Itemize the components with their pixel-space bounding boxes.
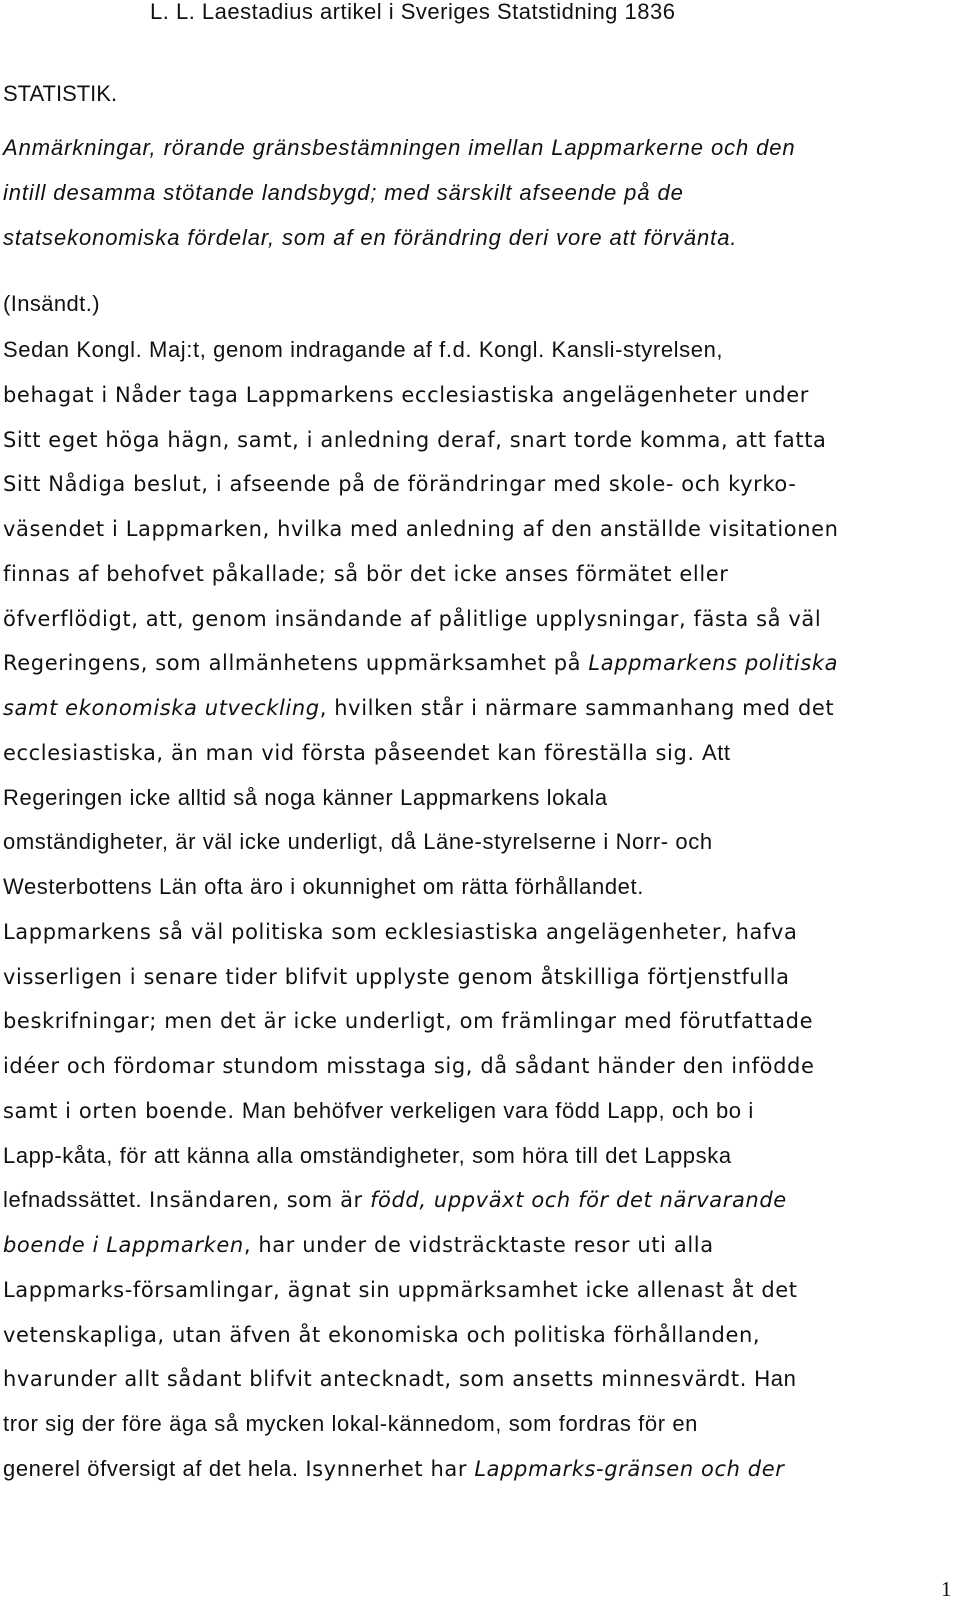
- body-text-segment: Man behöfver verkeligen vara född Lapp, och bo i: [241, 1098, 754, 1123]
- section-heading: STATISTIK.: [3, 81, 118, 106]
- body-text-segment: väsendet i Lappmarken, hvilka med anledning af den anställde visitationen: [3, 517, 839, 541]
- body-text-segment: född, uppväxt och för det närvarande: [370, 1188, 787, 1212]
- body-text-segment: Isynnerhet har: [305, 1457, 475, 1481]
- body-text-segment: behagat i Nåder taga Lappmarkens ecclesiastiska angelägenheter under: [3, 383, 809, 407]
- body-text-segment: Sitt Nådiga beslut, i afseende på de förändringar med skole- och kyrko-: [3, 472, 797, 496]
- body-line: [3, 1277, 798, 1303]
- body-line: [3, 829, 713, 855]
- body-line: [3, 1187, 787, 1213]
- body-text-segment: Insändaren, som är: [148, 1188, 371, 1212]
- body-line: [3, 382, 809, 408]
- body-line: [3, 1322, 760, 1348]
- body-text-segment: Regeringens, som allmänhetens uppmärksamhet på: [3, 651, 589, 675]
- body-line: [3, 516, 839, 542]
- body-line: [3, 606, 821, 632]
- body-text-segment: Lappmarkens så väl politiska som ecklesiastiska angelägenheter, hafva: [3, 920, 798, 944]
- body-text-segment: Lappmarkens politiska: [588, 651, 839, 675]
- body-line: [3, 695, 834, 721]
- body-line: [3, 427, 827, 453]
- body-text-segment: Regeringen icke alltid så noga känner Lappmarkens lokala: [3, 785, 608, 810]
- body-line: [3, 1232, 714, 1258]
- body-text-segment: öfverflödigt, att, genom insändande af pålitlige upplysningar, fästa så väl: [3, 607, 822, 631]
- body-text-segment: tror sig der före äga så mycken lokal-kännedom, som fordras för en: [3, 1411, 699, 1436]
- body-text-segment: idéer och fördomar stundom misstaga sig, då sådant händer den infödde: [3, 1054, 815, 1078]
- body-text-segment: omständigheter, är väl icke underligt, då Läne-styrelserne i Norr- och: [3, 829, 713, 854]
- body-text-segment: Han: [754, 1366, 797, 1391]
- body-text-segment: vetenskapliga, utan äfven åt ekonomiska och politiska förhållanden,: [3, 1323, 761, 1347]
- body-line: [3, 1143, 732, 1169]
- body-text-segment: Lapp-kåta, för att känna alla omständigheter, som höra till det Lappska: [3, 1143, 732, 1168]
- body-text-segment: visserligen i senare tider blifvit upplyste genom åtskilliga förtjenstfulla: [3, 965, 790, 989]
- submission-note: (Insändt.): [3, 291, 100, 316]
- body-line: [3, 650, 838, 676]
- body-line: [3, 1053, 814, 1079]
- subtitle-line: statsekonomiska fördelar, som af en förändring deri vore att förvänta.: [3, 225, 738, 250]
- body-text-segment: Lappmarks-gränsen och der: [474, 1457, 785, 1481]
- body-line: [3, 919, 798, 945]
- body-text-segment: Sedan Kongl. Maj:t, genom indragande af f.d. Kongl. Kansli-styrelsen,: [3, 337, 724, 362]
- body-line: [3, 561, 729, 587]
- body-text-segment: , hvilken står i närmare sammanhang med det: [319, 696, 835, 720]
- body-text-segment: finnas af behofvet påkallade; så bör det icke anses förmätet eller: [3, 562, 729, 586]
- body-line: [3, 1411, 698, 1437]
- document-title: L. L. Laestadius artikel i Sveriges Statstidning 1836: [150, 0, 676, 24]
- body-text-segment: boende i Lappmarken: [3, 1233, 244, 1257]
- body-line: [3, 1008, 813, 1034]
- subtitle-line: intill desamma stötande landsbygd; med särskilt afseende på de: [3, 180, 684, 205]
- body-line: [3, 964, 790, 990]
- body-text-segment: ecclesiastiska, än man vid första påseendet kan föreställa sig.: [3, 741, 702, 765]
- body-line: [3, 471, 796, 497]
- body-line: [3, 337, 723, 363]
- body-text-segment: hvarunder allt sådant blifvit antecknadt, som ansetts minnesvärdt.: [3, 1367, 755, 1391]
- body-line: [3, 1098, 754, 1124]
- body-line: [3, 874, 644, 900]
- body-text-segment: generel öfversigt af det hela.: [3, 1456, 306, 1481]
- subtitle-line: Anmärkningar, rörande gränsbestämningen imellan Lappmarkerne och den: [3, 135, 796, 160]
- body-text-segment: , har under de vidsträcktaste resor uti alla: [243, 1233, 714, 1257]
- body-text-segment: samt ekonomiska utveckling: [3, 696, 320, 720]
- body-line: [3, 740, 731, 766]
- body-text-segment: samt i orten boende.: [3, 1099, 242, 1123]
- body-line: [3, 1366, 796, 1392]
- body-text-segment: Westerbottens Län ofta äro i okunnighet om rätta förhållandet.: [3, 874, 644, 899]
- body-text-segment: Sitt eget höga hägn, samt, i anledning deraf, snart torde komma, att fatta: [3, 428, 827, 452]
- body-line: [3, 1456, 784, 1482]
- page-number: 1: [941, 1577, 952, 1601]
- body-text-segment: lefnadssättet.: [3, 1187, 149, 1212]
- body-text-segment: Lappmarks-församlingar, ägnat sin uppmärksamhet icke allenast åt det: [3, 1278, 798, 1302]
- body-text-segment: beskrifningar; men det är icke underligt, om främlingar med förutfattade: [3, 1009, 814, 1033]
- body-line: [3, 785, 608, 811]
- body-text-segment: Att: [701, 740, 731, 765]
